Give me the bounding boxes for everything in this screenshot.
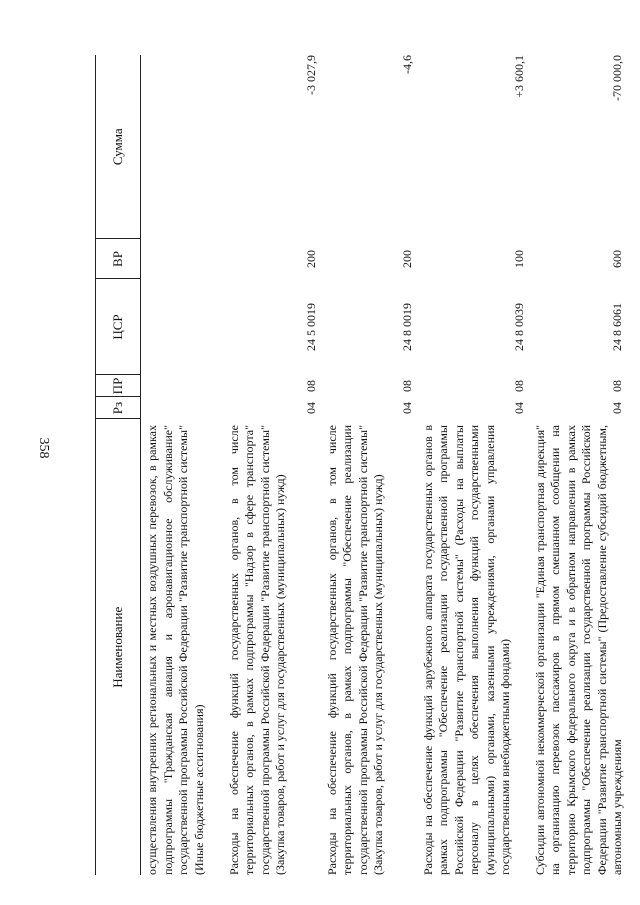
row-vr: 100 (512, 250, 526, 268)
row-rz: 04 (610, 402, 624, 414)
row-vr: 200 (400, 250, 414, 268)
table-row (223, 55, 321, 875)
table-row (417, 55, 529, 875)
row-rz: 04 (512, 402, 526, 414)
row-rz: 04 (400, 402, 414, 414)
page-number: 358 (36, 437, 51, 459)
table-row (529, 55, 627, 875)
table-row (141, 55, 223, 875)
header-csr: ЦСР (96, 279, 141, 375)
row-sum: +3 600,1 (512, 55, 526, 98)
row-csr: 24 5 0019 (304, 303, 318, 351)
header-sum: Сумма (96, 55, 141, 239)
row-csr (141, 279, 223, 375)
header-rz: Рз (96, 397, 141, 419)
row-vr (141, 239, 223, 279)
row-name: Субсидии автономной некоммерческой организации "Единая транспортная дирекция" на организацию перевозок пассажиров в прямом смешанном сообщении на территорию Крымского федерального округа и в обратном направлении в рамках подпрограммы "Обеспечение реализации государственной программы Российской Федерации "Развитие транспортной системы" (Предоставление субсидий бюджетным, автономным учреждениям (532, 425, 624, 875)
row-name: Расходы на обеспечение функций зарубежного аппарата государственных органов в рамках подпрограммы "Обеспечение реализации государственной программы Российской Федерации "Развитие транспортной системы" (Расходы на выплаты персоналу в целях обеспечения выполнения функций государственными (муниципальными) органами, казенными учреждениями, органами управления государственными внебюджетными фондами) (420, 425, 512, 875)
table-header-row (96, 55, 141, 875)
row-name: осуществления внутренних региональных и местных воздушных перевозок, в рамках подпрограммы "Гражданская авиация и аэронавигационное обслуживание" государственной программы Российской Федерации "Развитие транспортной системы" (Иные бюджетные ассигнования) (145, 425, 206, 875)
row-vr: 600 (610, 250, 624, 268)
row-pr: 08 (400, 380, 414, 392)
row-sum (141, 55, 223, 239)
row-name: Расходы на обеспечение функций государственных органов, в том числе территориальных органов, в рамках подпрограммы "Надзор в сфере транспорта" государственной программы Российской Федерации "Развитие транспортной системы" (Закупка товаров, работ и услуг для государственных (муниципальных) нужд) (226, 425, 287, 875)
row-csr: 24 8 0039 (512, 303, 526, 351)
header-pr: ПР (96, 375, 141, 397)
header-vr: ВР (96, 239, 141, 279)
row-csr: 24 8 0019 (400, 303, 414, 351)
row-vr: 200 (304, 250, 318, 268)
header-name: Наименование (96, 419, 141, 875)
row-sum: -4,6 (400, 55, 414, 74)
rotated-page-content (95, 55, 624, 875)
row-sum: -70 000,0 (610, 55, 624, 101)
row-pr: 08 (304, 380, 318, 392)
row-rz (141, 397, 223, 419)
row-csr: 24 8 6061 (610, 303, 624, 351)
row-name: Расходы на обеспечение функций государственных органов, в том числе территориальных органов, в рамках подпрограммы "Обеспечение реализации государственной программы Российской Федерации "Развитие транспортной системы" (Закупка товаров, работ и услуг для государственных (муниципальных) нужд) (324, 425, 385, 875)
row-pr: 08 (610, 380, 624, 392)
row-rz: 04 (304, 402, 318, 414)
budget-table (95, 55, 627, 875)
table-row (321, 55, 417, 875)
row-pr: 08 (512, 380, 526, 392)
row-sum: -3 027,9 (304, 55, 318, 95)
row-pr (141, 375, 223, 397)
